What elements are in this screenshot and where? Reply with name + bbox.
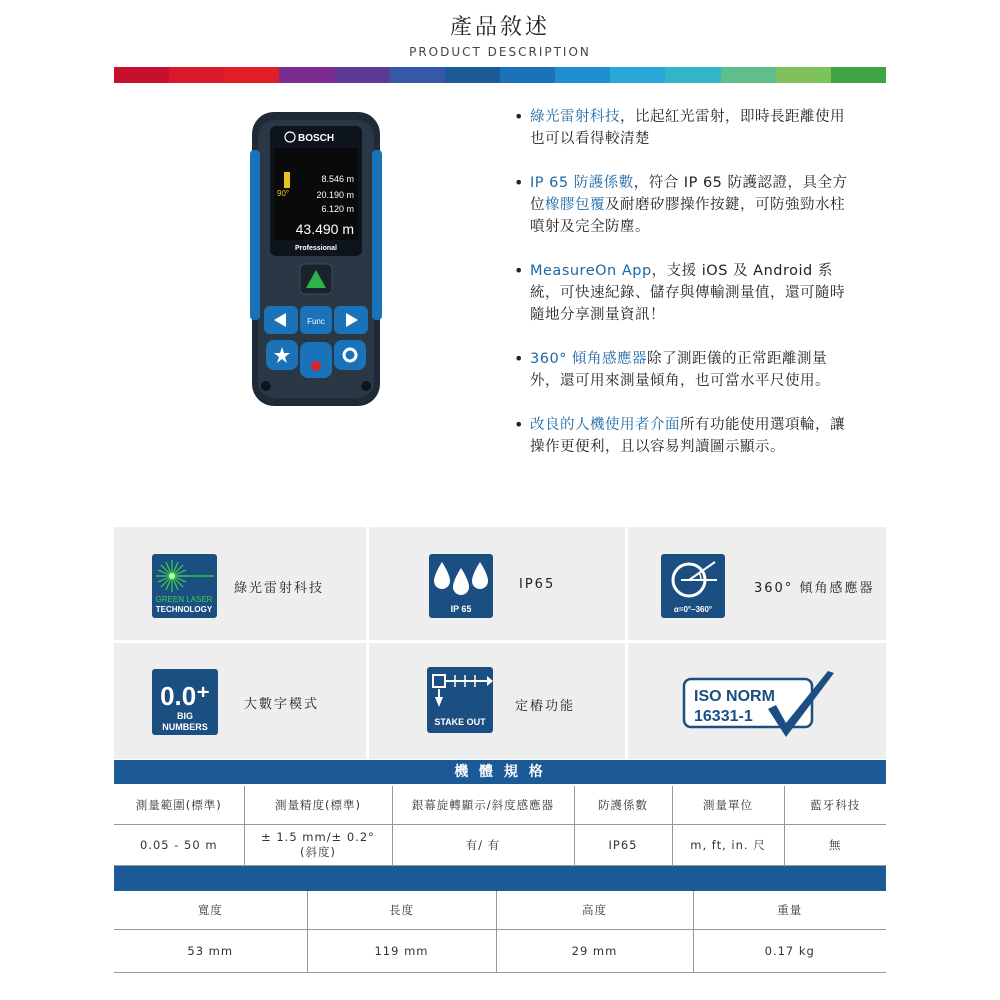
iso-norm-line1: ISO NORM	[694, 688, 775, 705]
device-reading-1: 8.546 m	[321, 174, 354, 184]
device-reading-3: 6.120 m	[321, 204, 354, 214]
spec-value-cell-accuracy	[244, 825, 392, 866]
bullet-ip65: • IP 65 防護係數，符合 IP 65 防護認證，具全方位橡膠包覆及耐磨矽膠操作按鍵，可防強勁水柱噴射及完全防塵。	[512, 172, 857, 238]
svg-text:ISO NORM	[694, 688, 775, 705]
color-stripe-segment	[776, 67, 831, 83]
dimensions-value-row	[114, 930, 886, 973]
specs-section-title: 機 體 規 格	[114, 760, 886, 784]
feature-stake-out	[369, 643, 625, 759]
dimension-value-cell: 0.17 kg	[693, 930, 886, 973]
color-stripe-segment	[279, 67, 334, 83]
color-stripe	[114, 67, 886, 83]
device-angle: 90°	[277, 189, 290, 198]
feature-label: 360° 傾角感應器	[754, 581, 875, 596]
feature-green-laser	[114, 527, 366, 640]
big-numbers-badge-line1: BIG	[176, 711, 194, 721]
green-laser-icon	[152, 554, 217, 618]
color-stripe-segment	[831, 67, 886, 83]
iso-norm-badge	[682, 669, 842, 743]
green-laser-badge-line1: GREEN LASER	[155, 595, 213, 604]
dimension-header-cell: 高度	[496, 891, 693, 930]
big-numbers-badge-line2: NUMBERS	[162, 722, 208, 732]
iso-norm-line2: 16331-1	[694, 708, 753, 725]
bullet-tilt-sensor: • 360° 傾角感應器除了測距儀的正常距離測量外，還可用來測量傾角，也可當水平尺使用。	[512, 348, 857, 392]
color-stripe-segment	[169, 67, 224, 83]
device-reading-2: 20.190 m	[316, 190, 354, 200]
device-main-reading: 43.490 m	[295, 221, 354, 237]
feature-ip65	[369, 527, 625, 640]
dimension-value-cell: 53 mm	[114, 930, 307, 973]
big-numbers-icon	[152, 669, 218, 735]
device-brand: BOSCH	[298, 133, 335, 144]
spec-header-cell: 藍牙科技	[784, 786, 886, 825]
feature-big-numbers	[114, 643, 366, 759]
feature-label: 定樁功能	[515, 699, 576, 714]
color-stripe-segment	[224, 67, 279, 83]
dimension-header-cell: 寬度	[114, 891, 307, 930]
dimension-header-cell: 長度	[307, 891, 496, 930]
dimensions-table	[114, 891, 886, 973]
bullet-ui: • 改良的人機使用者介面所有功能使用選項輪，讓操作更便利，且以容易判讀圖示顯示。	[512, 414, 857, 458]
specs-divider-band	[114, 866, 886, 891]
color-stripe-segment	[500, 67, 555, 83]
bullet-app: • MeasureOn App，支援 iOS 及 Android 系統，可快速紀錄、儲存與傳輸測量值，還可隨時隨地分享測量資訊！	[512, 260, 857, 326]
device-func-label: Func	[307, 317, 325, 326]
device-series: Professional	[294, 245, 338, 252]
dimension-value-cell: 29 mm	[496, 930, 693, 973]
specs-value-row	[114, 825, 886, 866]
dimensions-header-row	[114, 891, 886, 930]
feature-label: 綠光雷射科技	[234, 581, 325, 596]
big-numbers-badge-main: 0.0⁺	[160, 681, 210, 711]
tilt-badge: α=0°–360°	[673, 605, 713, 614]
stake-out-icon	[427, 667, 493, 733]
spec-header-cell: 防護係數	[574, 786, 672, 825]
spec-value-cell: 無	[784, 825, 886, 866]
spec-header-cell: 銀幕旋轉顯示/斜度感應器	[392, 786, 574, 825]
color-stripe-segment	[335, 67, 390, 83]
color-stripe-segment	[610, 67, 665, 83]
feature-label: IP65	[519, 577, 556, 592]
spec-header-cell: 測量精度(標準)	[244, 786, 392, 825]
ip65-badge: IP 65	[450, 604, 472, 614]
specs-header-row	[114, 786, 886, 825]
dimension-header-cell: 重量	[693, 891, 886, 930]
color-stripe-segment	[114, 67, 169, 83]
spec-value-cell: 0.05 - 50 m	[114, 825, 244, 866]
dimension-value-cell: 119 mm	[307, 930, 496, 973]
spec-value-cell: IP65	[574, 825, 672, 866]
spec-header-cell: 測量範圍(標準)	[114, 786, 244, 825]
accuracy-note: (斜度)	[300, 845, 336, 859]
spec-value-cell: m, ft, in. 尺	[672, 825, 784, 866]
color-stripe-segment	[390, 67, 445, 83]
feature-iso-norm	[628, 643, 886, 759]
spec-value-cell: 有/ 有	[392, 825, 574, 866]
accuracy-value: ± 1.5 mm/± 0.2°	[261, 830, 375, 844]
feature-bullet-list	[512, 106, 857, 480]
specs-table	[114, 786, 886, 866]
spec-header-cell: 測量單位	[672, 786, 784, 825]
tilt-sensor-icon	[661, 554, 725, 618]
feature-tilt-sensor	[628, 527, 886, 640]
color-stripe-segment	[445, 67, 500, 83]
color-stripe-segment	[555, 67, 610, 83]
water-drops-icon	[429, 554, 493, 618]
feature-grid	[114, 527, 886, 759]
page-subtitle: PRODUCT DESCRIPTION	[409, 45, 591, 59]
page-title: 產品敘述	[449, 15, 550, 40]
bullet-green-laser: • 綠光雷射科技，比起紅光雷射，即時長距離使用也可以看得較清楚	[512, 106, 857, 150]
color-stripe-segment	[665, 67, 720, 83]
stake-out-badge: STAKE OUT	[434, 717, 486, 727]
color-stripe-segment	[721, 67, 776, 83]
laser-measure-device-image	[250, 110, 382, 408]
green-laser-badge-line2: TECHNOLOGY	[155, 605, 213, 614]
feature-label: 大數字模式	[244, 697, 320, 712]
